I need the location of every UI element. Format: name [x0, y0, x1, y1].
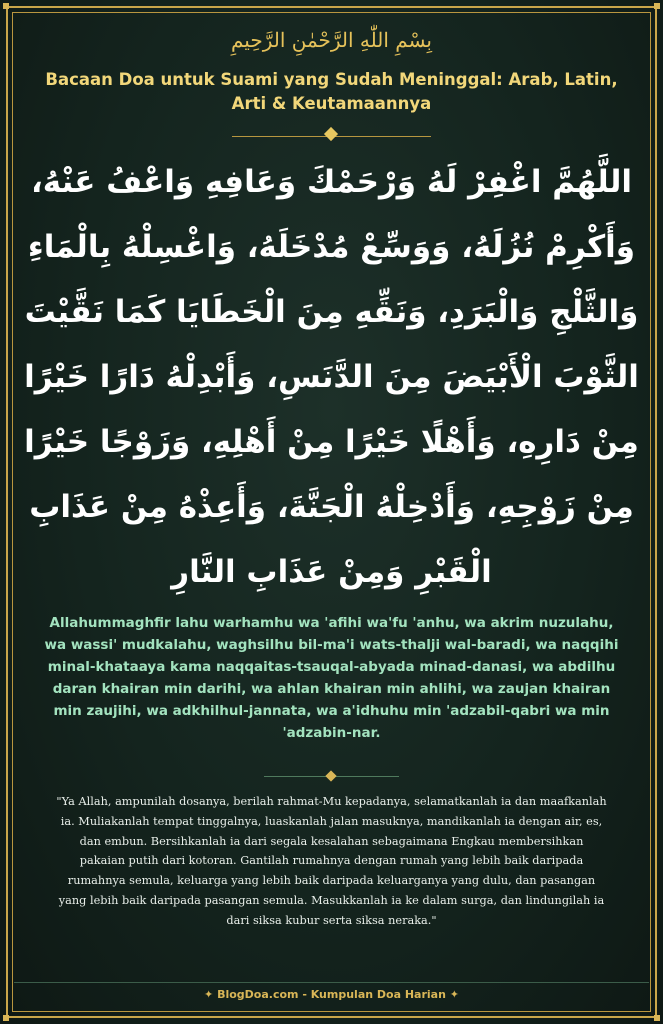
corner-ornament: [3, 3, 9, 9]
page-title: Bacaan Doa untuk Suami yang Sudah Meninggal: Arab, Latin, Arti & Keutamaannya: [45, 70, 618, 113]
arabic-doa-text: اللَّهُمَّ اغْفِرْ لَهُ وَرْحَمْكَ وَعَافِهِ وَاعْفُ عَنْهُ، وَأَكْرِمْ نُزُلَهُ، وَوَسِّعْ مُدْخَلَهُ، وَاغْسِلْهُ بِالْمَاءِ وَالثَّلْجِ وَالْبَرَدِ، وَنَقِّهِ مِنَ الْخَطَايَا كَمَا نَقَّيْتَ الثَّوْبَ الْأَبْيَضَ مِنَ الدَّنَسِ، وَأَبْدِلْهُ دَارًا خَيْرًا مِنْ دَارِهِ، وَأَهْلًا خَيْرًا مِنْ أَهْلِهِ، وَزَوْجًا خَيْرًا مِنْ زَوْجِهِ، وَأَدْخِلْهُ الْجَنَّةَ، وَأَعِذْهُ مِنْ عَذَابِ الْقَبْرِ وَمِنْ عَذَابِ النَّارِ: [24, 164, 639, 590]
footer-divider: [14, 982, 649, 983]
corner-ornament: [3, 1015, 9, 1021]
bismillah-text: بِسْمِ اللّٰهِ الرَّحْمٰنِ الرَّحِيمِ: [230, 28, 432, 52]
translation-text: "Ya Allah, ampunilah dosanya, berilah rahmat-Mu kepadanya, selamatkanlah ia dan maafkanlah ia. Muliakanlah tempat tinggalnya, luaskanlah jalan masuknya, mandikanlah ia dengan air, es, dan embun. Bersihkanlah ia dari segala kesalahan sebagaimana Engkau membersihkan pakaian putih dari kotoran. Gantilah rumahnya dengan rumah yang lebih baik daripada rumahnya semula, keluarga yang lebih baik daripada keluarganya yang dulu, dan pasangan yang lebih baik daripada pasangan semula. Masukkanlah ia ke dalam surga, dan lindungilah ia dari siksa kubur serta siksa neraka.": [56, 795, 607, 927]
corner-ornament: [654, 3, 660, 9]
latin-transliteration: Allahummaghfir lahu warhamhu wa 'afihi wa'fu 'anhu, wa akrim nuzulahu, wa wassi' mudkalahu, waghsilhu bil-ma'i wats-thalji wal-baradi, wa naqqihi minal-khataaya kama naqqaitas-tsauqal-abyada minad-danasi, wa abdilhu daran khairan min darihi, wa ahlan khairan min ahlihi, wa zaujan khairan min zaujihi, wa adkhilhul-jannata, wa a'idhuhu min 'adzabil-qabri wa min 'adzabin-nar.: [44, 615, 619, 741]
corner-ornament: [654, 1015, 660, 1021]
footer-credit: ✦ BlogDoa.com - Kumpulan Doa Harian ✦: [204, 988, 459, 1001]
